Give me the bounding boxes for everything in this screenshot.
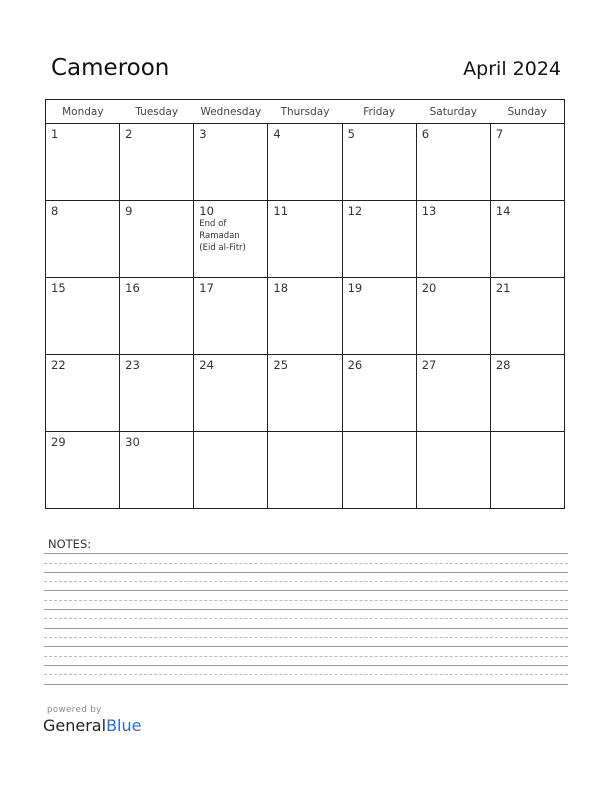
day-cell [194, 278, 268, 355]
day-number: 11 [273, 204, 289, 218]
day-cell [416, 432, 490, 509]
day-number: 15 [51, 281, 66, 295]
day-cell [490, 355, 564, 432]
weekday-thursday: Thursday [268, 100, 342, 124]
week-row [46, 201, 565, 278]
day-cell [268, 355, 342, 432]
day-number: 27 [421, 358, 437, 372]
notes-line [44, 553, 568, 554]
day-number: 29 [51, 435, 66, 449]
day-cell [416, 201, 490, 278]
day-number: 6 [421, 127, 430, 141]
day-number: 18 [273, 281, 289, 295]
day-cell [342, 432, 416, 509]
notes-line [44, 618, 568, 619]
weekday-friday: Friday [342, 100, 416, 124]
notes-line [44, 684, 568, 685]
day-number: 19 [347, 281, 363, 295]
day-cell [342, 201, 416, 278]
week-row [46, 355, 565, 432]
notes-line [44, 646, 568, 647]
day-number: 26 [347, 358, 363, 372]
day-cell [416, 278, 490, 355]
day-number: 12 [347, 204, 363, 218]
week-row [46, 124, 565, 201]
notes-line [44, 665, 568, 666]
day-cell [120, 124, 194, 201]
day-cell [46, 201, 120, 278]
weekday-tuesday: Tuesday [120, 100, 194, 124]
day-cell [342, 355, 416, 432]
day-number: 25 [273, 358, 289, 372]
day-cell [268, 201, 342, 278]
weekday-wednesday: Wednesday [194, 100, 268, 124]
day-number: 1 [51, 127, 59, 141]
day-cell [490, 124, 564, 201]
weekday-saturday: Saturday [416, 100, 490, 124]
day-cell [194, 432, 268, 509]
day-number: 10 [199, 204, 214, 218]
notes-line [44, 656, 568, 657]
weekday-header-row [46, 100, 565, 124]
holiday-label: End of [199, 219, 227, 229]
day-number: 16 [125, 281, 140, 295]
day-cell [46, 124, 120, 201]
day-cell [268, 432, 342, 509]
notes-line [44, 590, 568, 591]
day-cell [416, 355, 490, 432]
week-row [46, 432, 565, 509]
day-cell [342, 278, 416, 355]
notes-line [44, 637, 568, 638]
brand-general: General [43, 716, 107, 735]
day-number: 4 [273, 127, 281, 141]
notes-line [44, 572, 568, 573]
notes-line [44, 581, 568, 582]
day-number: 23 [125, 358, 140, 372]
country-title: Cameroon [51, 55, 170, 81]
day-cell [194, 201, 268, 278]
holiday-label: Ramadan [199, 231, 240, 241]
day-cell [490, 432, 564, 509]
day-number: 5 [347, 127, 355, 141]
day-number: 17 [199, 281, 214, 295]
day-number: 9 [125, 204, 133, 218]
month-title: April 2024 [463, 58, 561, 80]
day-cell [194, 355, 268, 432]
day-cell [46, 432, 120, 509]
day-cell [490, 201, 564, 278]
day-number: 20 [421, 281, 437, 295]
day-cell [268, 124, 342, 201]
day-number: 14 [495, 204, 511, 218]
day-number: 13 [421, 204, 437, 218]
holiday-label: (Eid al-Fitr) [199, 243, 246, 253]
weekday-monday: Monday [46, 100, 120, 124]
day-number: 28 [495, 358, 511, 372]
day-number: 24 [199, 358, 214, 372]
day-number: 7 [495, 127, 504, 141]
day-number: 8 [51, 204, 59, 218]
day-cell [46, 355, 120, 432]
day-cell [120, 201, 194, 278]
notes-label: NOTES: [48, 537, 92, 551]
day-cell [342, 124, 416, 201]
brand-logo [43, 716, 141, 735]
day-cell [120, 355, 194, 432]
day-cell [194, 124, 268, 201]
day-cell [268, 278, 342, 355]
day-cell [416, 124, 490, 201]
day-number: 22 [51, 358, 66, 372]
day-number: 30 [125, 435, 140, 449]
day-number: 3 [199, 127, 207, 141]
weekday-sunday: Sunday [490, 100, 564, 124]
day-cell [490, 278, 564, 355]
notes-line [44, 609, 568, 610]
notes-line [44, 628, 568, 629]
day-cell [46, 278, 120, 355]
brand-blue: Blue [106, 716, 142, 735]
day-number: 2 [125, 127, 133, 141]
notes-line [44, 563, 568, 564]
powered-by-text: powered by [47, 705, 102, 715]
notes-line [44, 674, 568, 675]
day-number: 21 [495, 281, 511, 295]
calendar-grid [45, 99, 565, 509]
day-cell [120, 432, 194, 509]
notes-line [44, 600, 568, 601]
week-row [46, 278, 565, 355]
day-cell [120, 278, 194, 355]
